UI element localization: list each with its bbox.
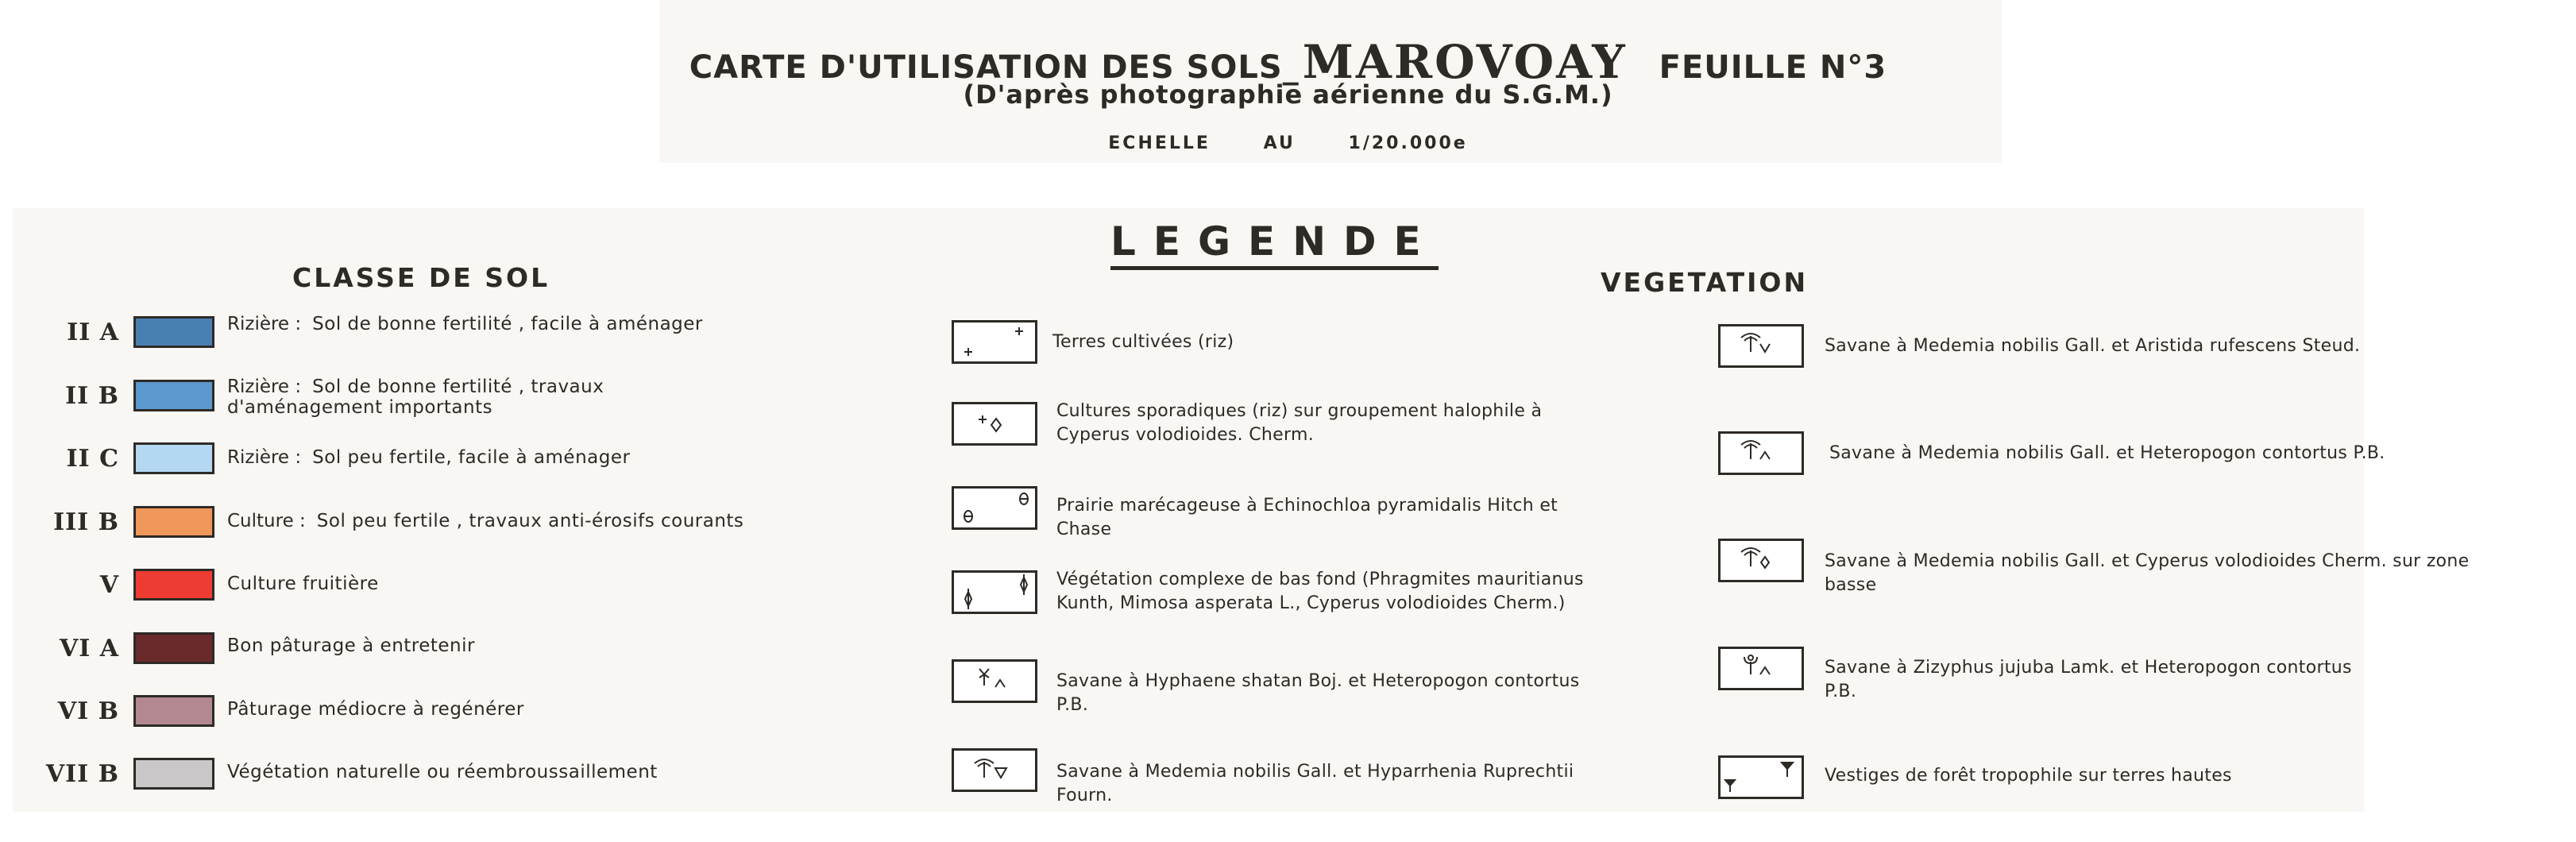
vegetation-description: Savane à Medemia nobilis Gall. et Hyparrhenia Ruprechtii Fourn. <box>1056 762 1574 805</box>
soil-class-description <box>227 377 751 418</box>
soil-class-code: V <box>99 571 119 599</box>
soil-class-swatch <box>133 695 214 727</box>
vegetation-description: Végétation complexe de bas fond (Phragmites mauritianus Kunth, Mimosa asperata L., Cyperus volodioides Cherm.) <box>1056 570 1584 613</box>
soil-class-swatch <box>133 380 214 411</box>
vegetation-symbol <box>952 320 1037 364</box>
zizyphus-caret-icon <box>1721 649 1802 688</box>
vegetation-symbol <box>952 486 1037 530</box>
theta-icon <box>954 489 1035 527</box>
soil-class-swatch <box>133 569 214 601</box>
title-sheet: FEUILLE N°3 <box>1659 49 1887 86</box>
soil-class-swatch <box>133 632 214 664</box>
scale-value: 1/20.000e <box>1348 133 1468 153</box>
soil-class-description <box>227 314 751 334</box>
arrow-diamond-icon <box>954 573 1035 612</box>
soil-class-code: II A <box>67 319 119 346</box>
soil-class-heading: CLASSE DE SOL <box>292 262 550 293</box>
soil-class-code: VI A <box>59 635 119 662</box>
scale-label: ECHELLE <box>1108 133 1211 153</box>
soil-class-description <box>227 511 751 531</box>
soil-class-text: Bon pâturage à entretenir <box>227 635 475 656</box>
vegetation-description: Terres cultivées (riz) <box>1052 332 1234 352</box>
hyphaene-caret-icon <box>954 662 1035 701</box>
soil-class-text: Sol peu fertile, facile à aménager <box>312 447 631 468</box>
title-scale <box>0 133 2576 153</box>
soil-class-description <box>227 762 751 782</box>
soil-class-kind: Rizière : <box>227 377 302 397</box>
vegetation-symbol <box>952 402 1037 446</box>
vegetation-description: Cultures sporadiques (riz) sur groupement halophile à Cyperus volodioides. Cherm. <box>1056 401 1543 445</box>
forest-tree-icon <box>1721 758 1802 797</box>
vegetation-description: Prairie marécageuse à Echinochloa pyramidalis Hitch et Chase <box>1056 496 1558 539</box>
vegetation-symbol <box>1718 647 1804 690</box>
soil-class-kind: Culture : <box>227 511 306 531</box>
palm-diamond-icon <box>1721 541 1802 580</box>
soil-class-swatch <box>133 506 214 538</box>
soil-class-text: Sol de bonne fertilité , facile à aménager <box>312 314 703 334</box>
soil-class-description <box>227 635 751 656</box>
vegetation-symbol <box>1718 324 1804 368</box>
soil-class-description <box>227 699 751 720</box>
vegetation-description: Savane à Medemia nobilis Gall. et Cyperus volodioides Cherm. sur zone basse <box>1825 551 2470 595</box>
palm-v-icon <box>1721 326 1802 365</box>
soil-class-text: Sol de bonne fertilité , travaux d'aménagement importants <box>227 377 604 418</box>
soil-class-kind: Rizière : <box>227 314 302 334</box>
vegetation-description: Savane à Hyphaene shatan Boj. et Heteropogon contortus P.B. <box>1056 671 1580 715</box>
vegetation-description: Vestiges de forêt tropophile sur terres hautes <box>1825 766 2232 786</box>
vegetation-description: Savane à Medemia nobilis Gall. et Aristida rufescens Steud. <box>1825 336 2361 356</box>
vegetation-symbol <box>1718 431 1804 475</box>
soil-class-code: VII B <box>45 760 119 788</box>
palm-caret-icon <box>1721 434 1802 473</box>
soil-class-swatch <box>133 758 214 790</box>
soil-class-text: Sol peu fertile , travaux anti-érosifs courants <box>316 511 744 531</box>
cross-diamond-icon <box>954 404 1035 443</box>
soil-class-description <box>227 447 751 468</box>
cross-icon <box>954 323 1035 361</box>
title-subtitle: (D'après photographie aérienne du S.G.M.) <box>963 79 1613 110</box>
title-prefix: CARTE D'UTILISATION DES SOLS_ <box>689 49 1300 86</box>
soil-class-text: Pâturage médiocre à regénérer <box>227 699 524 720</box>
soil-class-kind: Rizière : <box>227 447 302 468</box>
scale-au: AU <box>1263 133 1296 153</box>
soil-class-description <box>227 574 751 594</box>
palm-triangle-icon <box>954 751 1035 790</box>
vegetation-symbol <box>952 748 1037 792</box>
vegetation-symbol <box>1718 755 1804 799</box>
soil-class-text: Culture fruitière <box>227 574 379 594</box>
soil-class-swatch <box>133 442 214 474</box>
vegetation-symbol <box>1718 539 1804 582</box>
title-place-name: MAROVOAY <box>1302 35 1628 89</box>
vegetation-description: Savane à Medemia nobilis Gall. et Heteropogon contortus P.B. <box>1829 443 2385 463</box>
soil-class-swatch <box>133 316 214 348</box>
legend-heading: LEGENDE <box>1110 218 1439 270</box>
vegetation-symbol <box>952 570 1037 614</box>
soil-class-code: II B <box>65 382 119 410</box>
soil-class-code: VI B <box>57 697 119 725</box>
soil-class-code: II C <box>66 445 119 473</box>
soil-class-text: Végétation naturelle ou réembroussaillement <box>227 762 658 782</box>
soil-class-code: III B <box>53 508 119 536</box>
vegetation-heading: VEGETATION <box>1601 267 1809 298</box>
vegetation-description: Savane à Zizyphus jujuba Lamk. et Heteropogon contortus P.B. <box>1825 658 2352 701</box>
vegetation-symbol <box>952 659 1037 703</box>
